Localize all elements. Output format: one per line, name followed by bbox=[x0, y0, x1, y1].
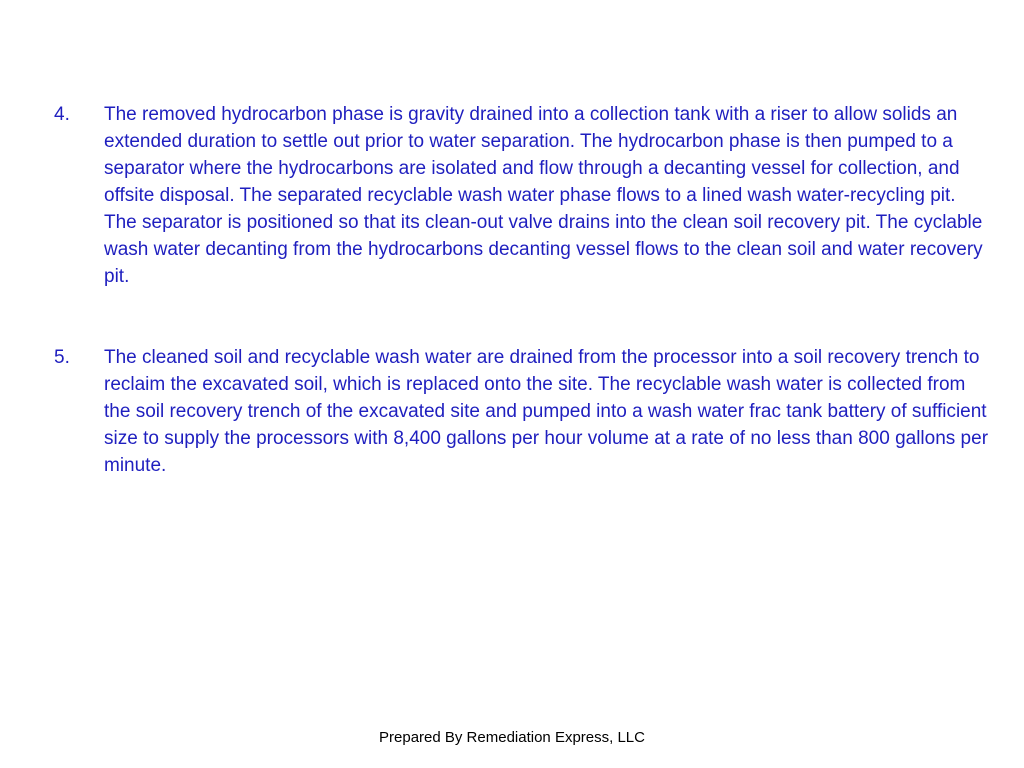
item-text: The cleaned soil and recyclable wash water are drained from the processor into a soil recovery trench to reclaim the excavated soil, which is replaced onto the site. The recyclable wash water is collected from the soil recovery trench of the excavated site and pumped into a wash water frac tank battery of sufficient size to supply the processors with 8,400 gallons per hour volume at a rate of no less than 800 gallons per minute. bbox=[104, 347, 989, 476]
item-number: 4. bbox=[54, 104, 70, 125]
numbered-list bbox=[54, 101, 994, 479]
item-text: The removed hydrocarbon phase is gravity drained into a collection tank with a riser to allow solids an extended duration to settle out prior to water separation. The hydrocarbon phase is then pumped to a separator where the hydrocarbons are isolated and flow through a decanting vessel for collection, and offsite disposal. The separated recyclable wash water phase flows to a lined wash water-recycling pit. The separator is positioned so that its clean-out valve drains into the clean soil recovery pit. The cyclable wash water decanting from the hydrocarbons decanting vessel flows to the clean soil and water recovery pit. bbox=[104, 104, 983, 287]
list-item-5 bbox=[54, 344, 994, 479]
item-number: 5. bbox=[54, 347, 70, 368]
list-item-4 bbox=[54, 101, 994, 290]
footer-credit: Prepared By Remediation Express, LLC bbox=[379, 729, 645, 746]
